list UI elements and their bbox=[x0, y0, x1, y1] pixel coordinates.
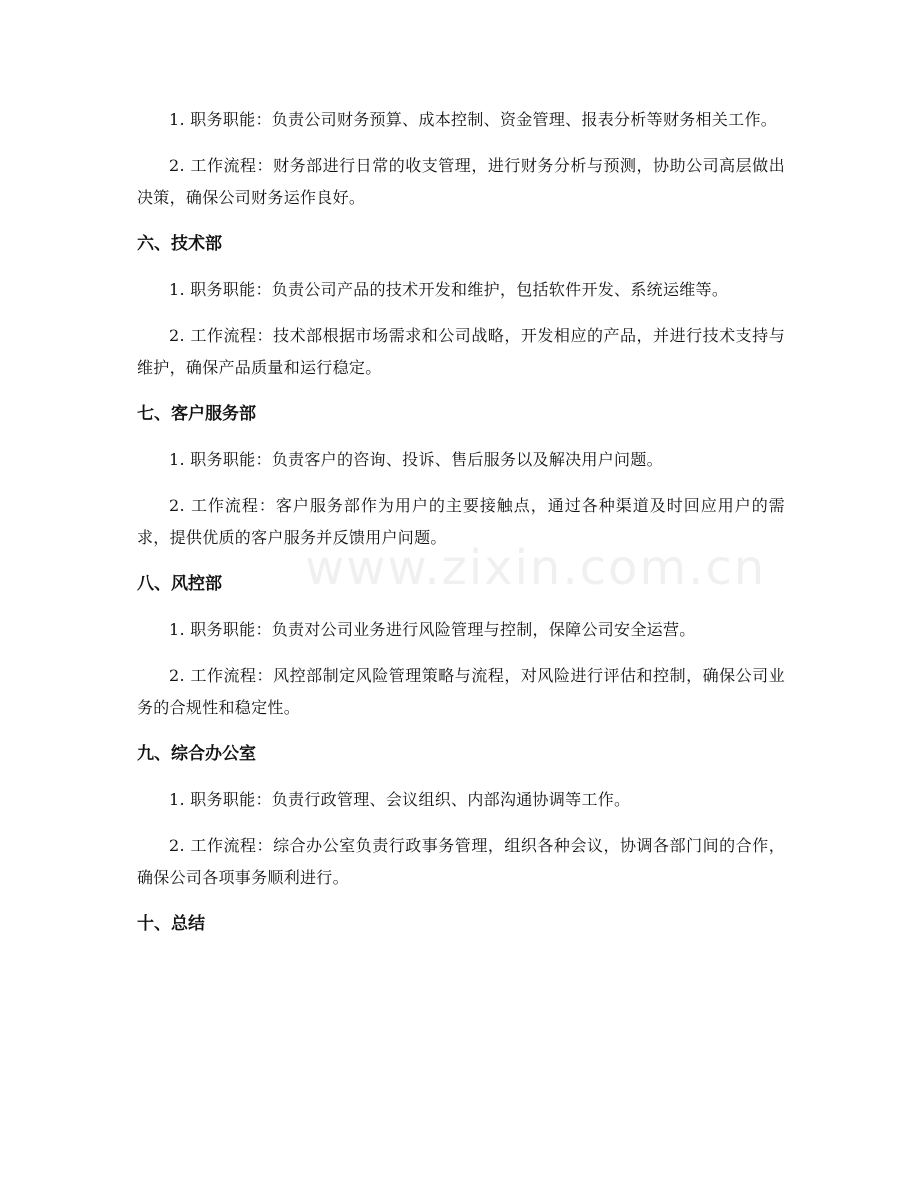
paragraph-finance-duty: 1. 职务职能：负责公司财务预算、成本控制、资金管理、报表分析等财务相关工作。 bbox=[169, 110, 778, 129]
paragraph-tech-duty: 1. 职务职能：负责公司产品的技术开发和维护，包括软件开发、系统运维等。 bbox=[169, 280, 729, 299]
paragraph-cs-duty: 1. 职务职能：负责客户的咨询、投诉、售后服务以及解决用户问题。 bbox=[169, 450, 663, 469]
section-heading-risk-control: 八、风控部 bbox=[137, 574, 222, 594]
paragraph-office-duty: 1. 职务职能：负责行政管理、会议组织、内部沟通协调等工作。 bbox=[169, 790, 631, 809]
paragraph-tech-process: 2. 工作流程：技术部根据市场需求和公司战略，开发相应的产品，并进行技术支持与维护，确保产品质量和运行稳定。 bbox=[137, 326, 785, 377]
section-heading-customer-service: 七、客户服务部 bbox=[137, 404, 256, 424]
section-heading-summary: 十、总结 bbox=[137, 914, 205, 934]
paragraph-risk-duty: 1. 职务职能：负责对公司业务进行风险管理与控制，保障公司安全运营。 bbox=[169, 620, 696, 639]
document-body bbox=[137, 104, 785, 954]
paragraph-office-process: 2. 工作流程：综合办公室负责行政事务管理，组织各种会议，协调各部门间的合作，确保公司各项事务顺利进行。 bbox=[137, 836, 785, 887]
section-heading-tech: 六、技术部 bbox=[137, 234, 222, 254]
watermark: www.zixin.com.cn bbox=[305, 540, 767, 596]
section-heading-general-office: 九、综合办公室 bbox=[137, 744, 256, 764]
paragraph-risk-process: 2. 工作流程：风控部制定风险管理策略与流程，对风险进行评估和控制，确保公司业务的合规性和稳定性。 bbox=[137, 666, 785, 717]
paragraph-finance-process: 2. 工作流程：财务部进行日常的收支管理，进行财务分析与预测，协助公司高层做出决策，确保公司财务运作良好。 bbox=[137, 156, 785, 207]
paragraph-cs-process: 2. 工作流程：客户服务部作为用户的主要接触点，通过各种渠道及时回应用户的需求，提供优质的客户服务并反馈用户问题。 bbox=[137, 496, 785, 547]
